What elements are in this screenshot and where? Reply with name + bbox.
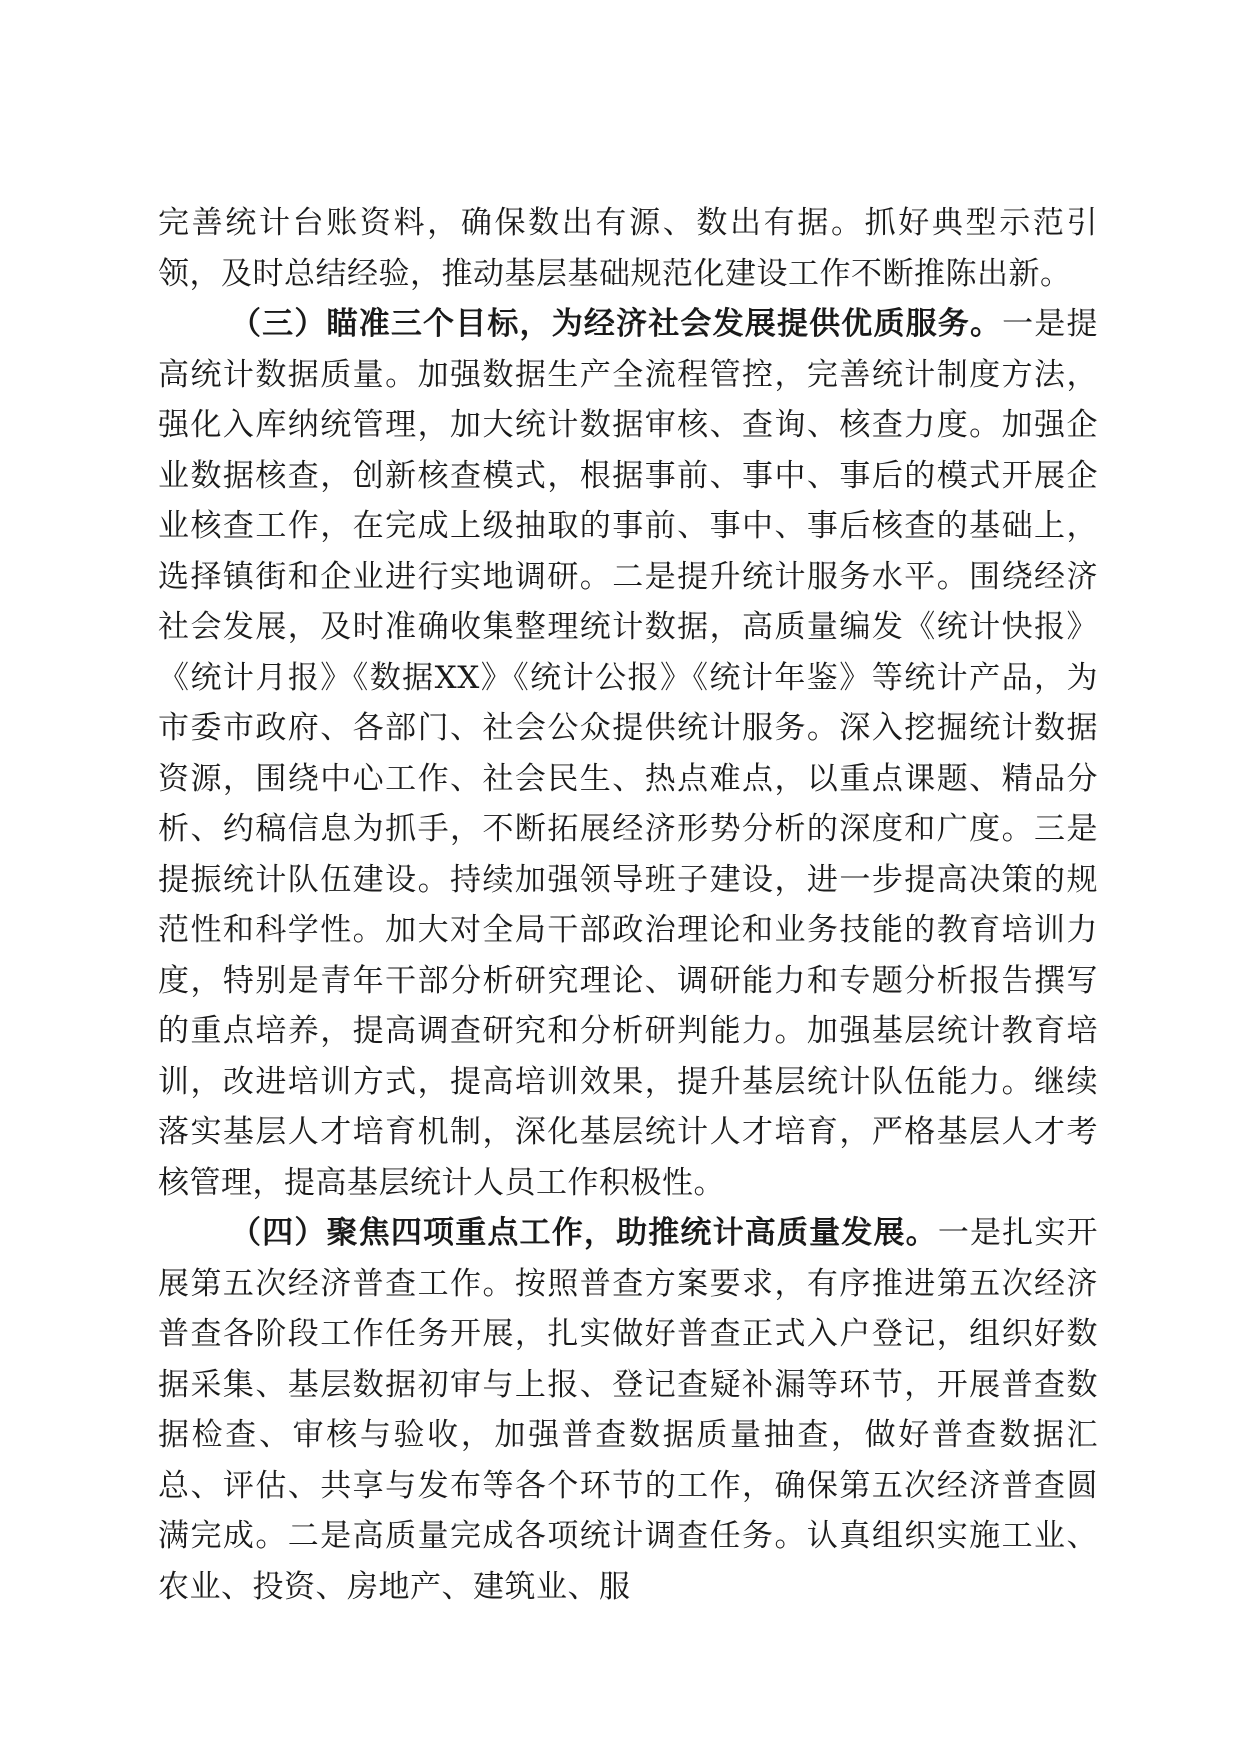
paragraph-text: 完善统计台账资料，确保数出有源、数出有据。抓好典型示范引领，及时总结经验，推动基层基础规范化建设工作不断推陈出新。 <box>158 205 1098 292</box>
paragraph-section-four <box>158 1208 1098 1612</box>
section-heading: （三）瞄准三个目标，为经济社会发展提供优质服务。 <box>230 306 1003 342</box>
document-body <box>158 198 1098 1612</box>
paragraph-section-three <box>158 299 1098 1208</box>
section-heading: （四）聚焦四项重点工作，助推统计高质量发展。 <box>230 1215 938 1251</box>
paragraph-continuation <box>158 198 1098 299</box>
paragraph-text: 一是扎实开展第五次经济普查工作。按照普查方案要求，有序推进第五次经济普查各阶段工作任务开展，扎实做好普查正式入户登记，组织好数据采集、基层数据初审与上报、登记查疑补漏等环节，开展普查数据检查、审核与验收，加强普查数据质量抽查，做好普查数据汇总、评估、共享与发布等各个环节的工作，确保第五次经济普查圆满完成。二是高质量完成各项统计调查任务。认真组织实施工业、农业、投资、房地产、建筑业、服 <box>158 1215 1099 1605</box>
paragraph-text: 一是提高统计数据质量。加强数据生产全流程管控，完善统计制度方法，强化入库纳统管理，加大统计数据审核、查询、核查力度。加强企业数据核查，创新核查模式，根据事前、事中、事后的模式开展企业核查工作，在完成上级抽取的事前、事中、事后核查的基础上，选择镇街和企业进行实地调研。二是提升统计服务水平。围绕经济社会发展，及时准确收集整理统计数据，高质量编发《统计快报》《统计月报》《数据XX》《统计公报》《统计年鉴》等统计产品，为市委市政府、各部门、社会公众提供统计服务。深入挖掘统计数据资源，围绕中心工作、社会民生、热点难点，以重点课题、精品分析、约稿信息为抓手，不断拓展经济形势分析的深度和广度。三是提振统计队伍建设。持续加强领导班子建设，进一步提高决策的规范性和科学性。加大对全局干部政治理论和业务技能的教育培训力度，特别是青年干部分析研究理论、调研能力和专题分析报告撰写的重点培养，提高调查研究和分析研判能力。加强基层统计教育培训，改进培训方式，提高培训效果，提升基层统计队伍能力。继续落实基层人才培育机制，深化基层统计人才培育，严格基层人才考核管理，提高基层统计人员工作积极性。 <box>158 306 1099 1201</box>
